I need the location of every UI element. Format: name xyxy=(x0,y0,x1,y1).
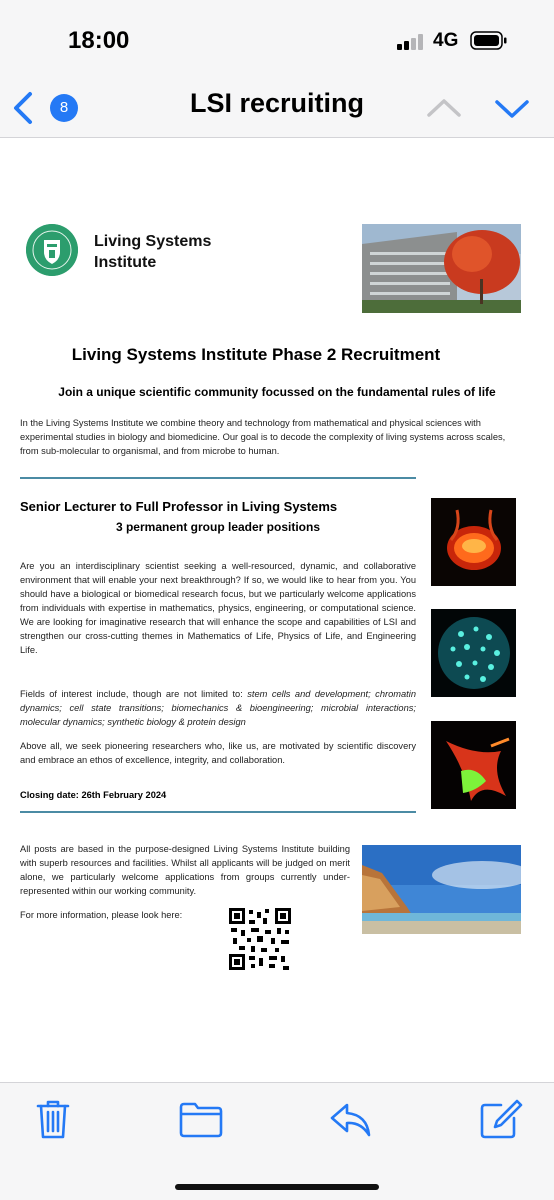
fields-of-interest xyxy=(20,687,416,729)
signal-strength-icon xyxy=(397,34,425,50)
section-divider xyxy=(20,811,416,813)
chevron-down-icon[interactable] xyxy=(492,90,532,126)
email-attachment-document xyxy=(0,140,554,1080)
back-button[interactable] xyxy=(10,86,80,130)
more-info-text: For more information, please look here: xyxy=(20,910,183,920)
footer-paragraph: All posts are based in the purpose-designed Living Systems Institute building with superb resources and facilities. Whilst all applicants will be judged on merit alone, we particularly welcome applications from groups currently under-represented within our working community. xyxy=(20,844,350,896)
microscopy-image-cyan xyxy=(431,609,516,697)
battery-icon xyxy=(470,31,508,50)
coastline-photo xyxy=(362,845,521,934)
ethos-paragraph: Above all, we seek pioneering researchers who, like us, are motivated by scientific discovery and embrace an ethos of excellence, integrity, and collaboration. xyxy=(20,741,416,765)
mail-toolbar xyxy=(0,1082,554,1200)
status-time: 18:00 xyxy=(68,27,130,54)
trash-icon[interactable] xyxy=(30,1097,76,1141)
institute-logo-text: Living Systems Institute xyxy=(94,233,212,271)
intro-paragraph: In the Living Systems Institute we combine theory and technology from mathematical and physical sciences with experimental studies in biology and biomedicine. Our goal is to decode the complexity of living systems across scales, from sub-molecular to organismal, and from microbe to human. xyxy=(20,418,506,456)
microscopy-image-cells xyxy=(431,721,516,809)
fields-list: stem cells and development; chromatin dynamics; cell state transitions; biomechanics & bioengineering; microbial interactions; molecular dynamics; synthetic biology & protein design xyxy=(20,689,416,727)
closing-date: Closing date: 26th February 2024 xyxy=(20,790,167,800)
document-title: Living Systems Institute Phase 2 Recruitment xyxy=(71,345,441,364)
unread-count-badge: 8 xyxy=(50,94,78,122)
home-indicator xyxy=(175,1184,379,1190)
chevron-up-icon[interactable] xyxy=(424,90,464,126)
microscopy-image-orange xyxy=(431,498,516,586)
status-bar xyxy=(0,0,554,80)
role-title: Senior Lecturer to Full Professor in Living Systems xyxy=(20,499,338,514)
network-type: 4G xyxy=(433,30,459,51)
message-subject: LSI recruiting xyxy=(189,88,365,118)
reply-icon[interactable] xyxy=(327,1097,373,1141)
role-subtitle: 3 permanent group leader positions xyxy=(115,520,321,534)
folder-icon[interactable] xyxy=(178,1097,224,1141)
mail-nav-bar xyxy=(0,80,554,138)
university-seal-icon xyxy=(26,224,78,276)
compose-icon[interactable] xyxy=(477,1097,523,1141)
role-description: Are you an interdisciplinary scientist seeking a well-resourced, dynamic, and collaborative environment that will enable your next breakthrough? If so, we would like to hear from you. You should have a biological or biomedical research focus, but we particularly welcome applications from individuals with expertise in mathematics, physics, engineering, or computational science. We are looking for imaginative research that will enhance the scope and capabilities of LSI and strengthen our cross-cutting themes in Mathematics of Life, Physics of Life, and Engineering Life. xyxy=(20,561,416,655)
section-divider xyxy=(20,477,416,479)
chevron-left-icon xyxy=(10,88,40,128)
qr-code[interactable] xyxy=(229,908,291,970)
fields-intro: Fields of interest include, though are not limited to: xyxy=(20,689,243,699)
building-photo xyxy=(362,224,521,313)
document-subtitle: Join a unique scientific community focussed on the fundamental rules of life xyxy=(58,385,496,399)
